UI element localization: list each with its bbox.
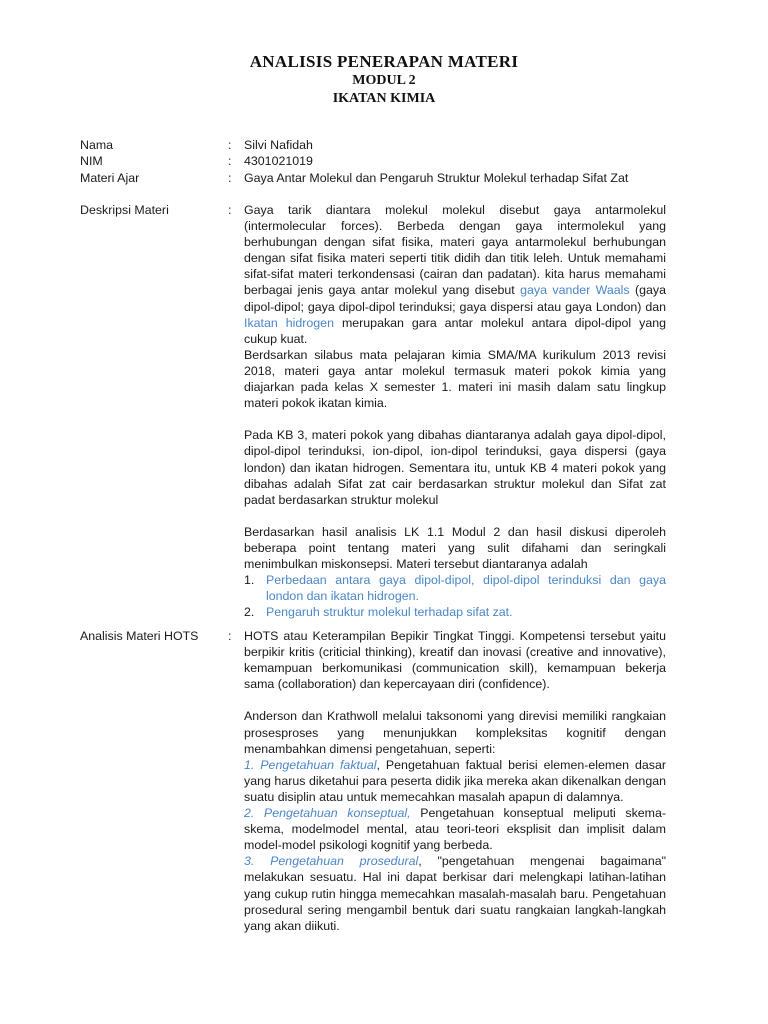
ikatan-hidrogen-link[interactable]: Ikatan hidrogen: [244, 315, 334, 330]
field-colon: :: [228, 203, 232, 217]
field-colon: :: [228, 154, 232, 168]
knowledge-procedural: 3. Pengetahuan prosedural, "pengetahuan mengenai bagaimana" melakukan sesuatu. Hal ini dapat berkisar dari melengkapi latihan-latihan yang cukup rutin hingga memecahkan masalah-masalah baru. Pengetahuan prosedural sering mengambil bentuk dari suatu rangkaian langkah-langkah yang akan diikuti.: [244, 854, 666, 933]
hots-body: [244, 628, 666, 934]
field-label: Deskripsi Materi: [80, 203, 169, 217]
field-value: 4301021019: [244, 154, 313, 168]
deskripsi-paragraph-1: Gaya tarik diantara molekul molekul disebut gaya antarmolekul (intermolecular forces). Berbeda dengan gaya intermolekul yang berhubungan dengan sifat fisika, materi gaya antarmolekul berhubungan dengan sifat fisika materi seperti titik didih dan titik leleh. Untuk memahami sifat-sifat materi terkondensasi (cairan dan padatan). kita harus memahami berbagai jenis gaya antar molekul yang disebut gaya vander Waals (gaya dipol-dipol; gaya dipol-dipol terinduksi; gaya dispersi atau gaya London) dan Ikatan hidrogen merupakan gara antar molekul antara dipol-dipol yang cukup kuat.: [244, 203, 667, 346]
field-colon: :: [228, 138, 232, 152]
module-title: MODUL 2: [352, 73, 416, 88]
vander-waals-link[interactable]: gaya vander Waals: [520, 283, 630, 298]
hots-paragraph-2: Anderson dan Krathwoll melalui taksonomi yang direvisi memiliki rangkaian prosesproses yang menunjukkan kompleksitas kognitif dengan menambahkan dimensi pengetahuan, seperti:: [244, 709, 666, 756]
list-item: 2. Pengaruh struktur molekul terhadap sifat zat.: [244, 605, 513, 620]
topic-title: IKATAN KIMIA: [332, 91, 436, 106]
field-value: Silvi Nafidah: [244, 138, 313, 152]
field-label: Materi Ajar: [80, 171, 140, 185]
field-colon: :: [228, 629, 232, 643]
deskripsi-paragraph-2: Berdsarkan silabus mata pelajaran kimia SMA/MA kurikulum 2013 revisi 2018, materi gaya antar molekul termasuk materi pokok kimia yang diajarkan pada kelas X semester 1. materi ini masih dalam satu lingkup materi pokok ikatan kimia.: [244, 347, 666, 411]
field-label: Analisis Materi HOTS: [80, 629, 199, 643]
knowledge-label: 3. Pengetahuan prosedural: [244, 854, 419, 869]
list-item: 1. Perbedaan antara gaya dipol-dipol, dipol-dipol terinduksi dan gaya london dan ikatan hidrogen.: [244, 573, 666, 604]
difficult-topics-list: [244, 572, 666, 620]
hots-paragraph-1: HOTS atau Keterampilan Bepikir Tingkat Tinggi. Kompetensi tersebut yaitu berpikir kritis (criticial thinking), kreatif dan inovasi (creative and innovative), kemampuan berkomunikasi (communication skill), kemampuan bekerja sama (collaboration) dan kepercayaan diri (confidence).: [244, 629, 666, 692]
knowledge-label: 2. Pengetahuan konseptual,: [244, 806, 411, 821]
deskripsi-paragraph-4: Berdasarkan hasil analisis LK 1.1 Modul 2 dan hasil diskusi diperoleh beberapa point tentang materi yang sulit difahami dan seringkali menimbulkan miskonsepsi. Materi tersebut diantaranya adalah: [244, 524, 666, 572]
field-label: Nama: [80, 138, 114, 152]
field-value: Gaya Antar Molekul dan Pengaruh Struktur Molekul terhadap Sifat Zat: [244, 171, 629, 185]
main-title: ANALISIS PENERAPAN MATERI: [249, 52, 519, 71]
field-colon: :: [228, 171, 232, 185]
field-label: NIM: [80, 154, 103, 168]
knowledge-label: 1. Pengetahuan faktual: [244, 757, 377, 772]
knowledge-factual: 1. Pengetahuan faktual, Pengetahuan faktual berisi elemen-elemen dasar yang harus diketahui para peserta didik jika mereka akan dikenalkan dengan suatu disiplin atau untuk memecahkan masalah apapun di dalamnya.: [244, 757, 666, 804]
deskripsi-paragraph-3: Pada KB 3, materi pokok yang dibahas diantaranya adalah gaya dipol-dipol, dipol-dipol terinduksi, ion-dipol, ion-dipol terinduksi, gaya dispersi (gaya london) dan ikatan hidrogen. Sementara itu, untuk KB 4 materi pokok yang dibahas adalah Sifat zat cair berdasarkan struktur molekul dan Sifat zat padat berdasarkan struktur molekul: [244, 428, 666, 507]
knowledge-conceptual: 2. Pengetahuan konseptual, Pengetahuan konseptual meliputi skema-skema, modelmodel mental, atau teori-teori eksplisit dan implisit dalam model-model psikologi kognitif yang berbeda.: [244, 806, 667, 853]
deskripsi-body: [244, 202, 666, 620]
title-block: [0, 52, 768, 108]
